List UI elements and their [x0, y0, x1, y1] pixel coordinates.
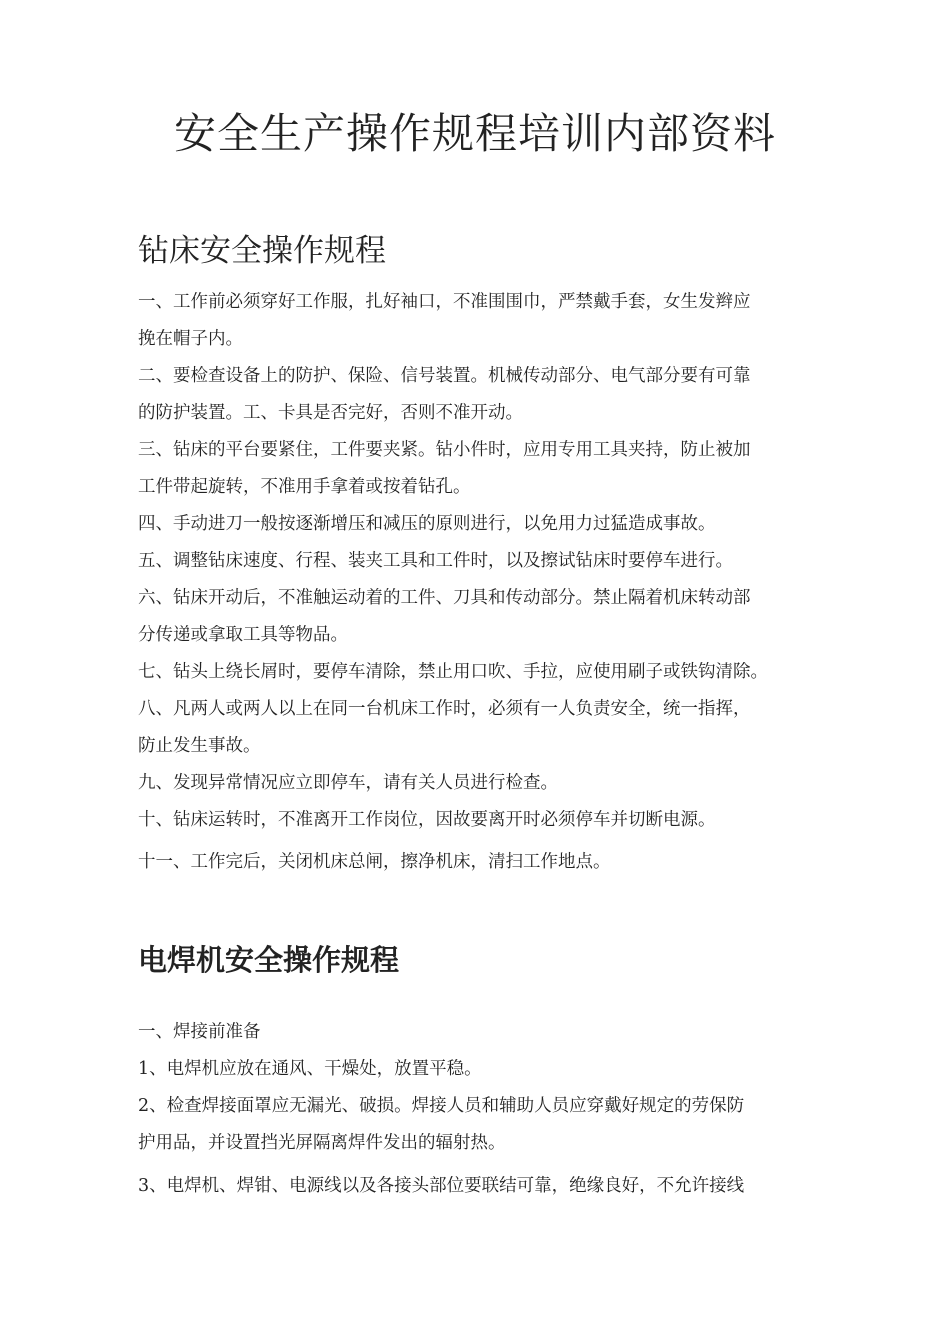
text-line: 九、发现异常情况应立即停车，请有关人员进行检查。 — [138, 773, 558, 793]
text-line: 六、钻床开动后，不准触运动着的工件、刀具和传动部分。禁止隔着机床转动部 — [138, 588, 751, 608]
welder-rule-1 — [138, 1051, 828, 1088]
drill-rule-5 — [138, 543, 828, 580]
text-line: 十、钻床运转时，不准离开工作岗位，因故要离开时必须停车并切断电源。 — [138, 810, 716, 830]
drill-rule-4 — [138, 506, 828, 543]
drill-rule-2 — [138, 358, 828, 432]
text-line: 工件带起旋转，不准用手拿着或按着钻孔。 — [138, 477, 471, 497]
text-line: 护用品，并设置挡光屏隔离焊件发出的辐射热。 — [138, 1133, 506, 1153]
drill-section-body — [138, 284, 828, 881]
document-title: 安全生产操作规程培训内部资料 — [173, 109, 776, 158]
welder-rule-2 — [138, 1088, 828, 1162]
drill-rule-8 — [138, 691, 828, 765]
text-line: 分传递或拿取工具等物品。 — [138, 625, 348, 645]
drill-rule-7 — [138, 654, 828, 691]
welder-rule-3 — [138, 1168, 828, 1205]
text-line: 防止发生事故。 — [138, 736, 261, 756]
text-line: 五、调整钻床速度、行程、装夹工具和工件时，以及擦试钻床时要停车进行。 — [138, 551, 733, 571]
welder-subheading-prep — [138, 1014, 828, 1051]
text-line: 2、检查焊接面罩应无漏光、破损。焊接人员和辅助人员应穿戴好规定的劳保防 — [138, 1096, 745, 1116]
text-line: 1、电焊机应放在通风、干燥处，放置平稳。 — [138, 1059, 482, 1079]
text-line: 二、要检查设备上的防护、保险、信号装置。机械传动部分、电气部分要有可靠 — [138, 366, 751, 386]
drill-rule-10 — [138, 802, 828, 839]
text-line: 一、工作前必须穿好工作服，扎好袖口，不准围围巾，严禁戴手套，女生发辫应 — [138, 292, 751, 312]
text-line: 四、手动进刀一般按逐渐增压和减压的原则进行，以免用力过猛造成事故。 — [138, 514, 716, 534]
text-line: 3、电焊机、焊钳、电源线以及各接头部位要联结可靠，绝缘良好，不允许接线 — [138, 1176, 745, 1196]
text-line: 挽在帽子内。 — [138, 329, 243, 349]
drill-section-heading: 钻床安全操作规程 — [138, 233, 386, 269]
text-line: 十一、工作完后，关闭机床总闸，擦净机床，清扫工作地点。 — [138, 852, 611, 872]
drill-rule-11 — [138, 844, 828, 881]
text-line: 一、焊接前准备 — [138, 1022, 261, 1042]
text-line: 的防护装置。工、卡具是否完好，否则不准开动。 — [138, 403, 523, 423]
text-line: 八、凡两人或两人以上在同一台机床工作时，必须有一人负责安全，统一指挥， — [138, 699, 751, 719]
drill-rule-1 — [138, 284, 828, 358]
welder-section-heading: 电焊机安全操作规程 — [138, 943, 400, 977]
welder-section-body — [138, 1014, 828, 1205]
drill-rule-6 — [138, 580, 828, 654]
text-line: 七、钻头上绕长屑时，要停车清除，禁止用口吹、手拉，应使用刷子或铁钩清除。 — [138, 662, 768, 682]
drill-rule-3 — [138, 432, 828, 506]
drill-rule-9 — [138, 765, 828, 802]
text-line: 三、钻床的平台要紧住，工件要夹紧。钻小件时，应用专用工具夹持，防止被加 — [138, 440, 751, 460]
